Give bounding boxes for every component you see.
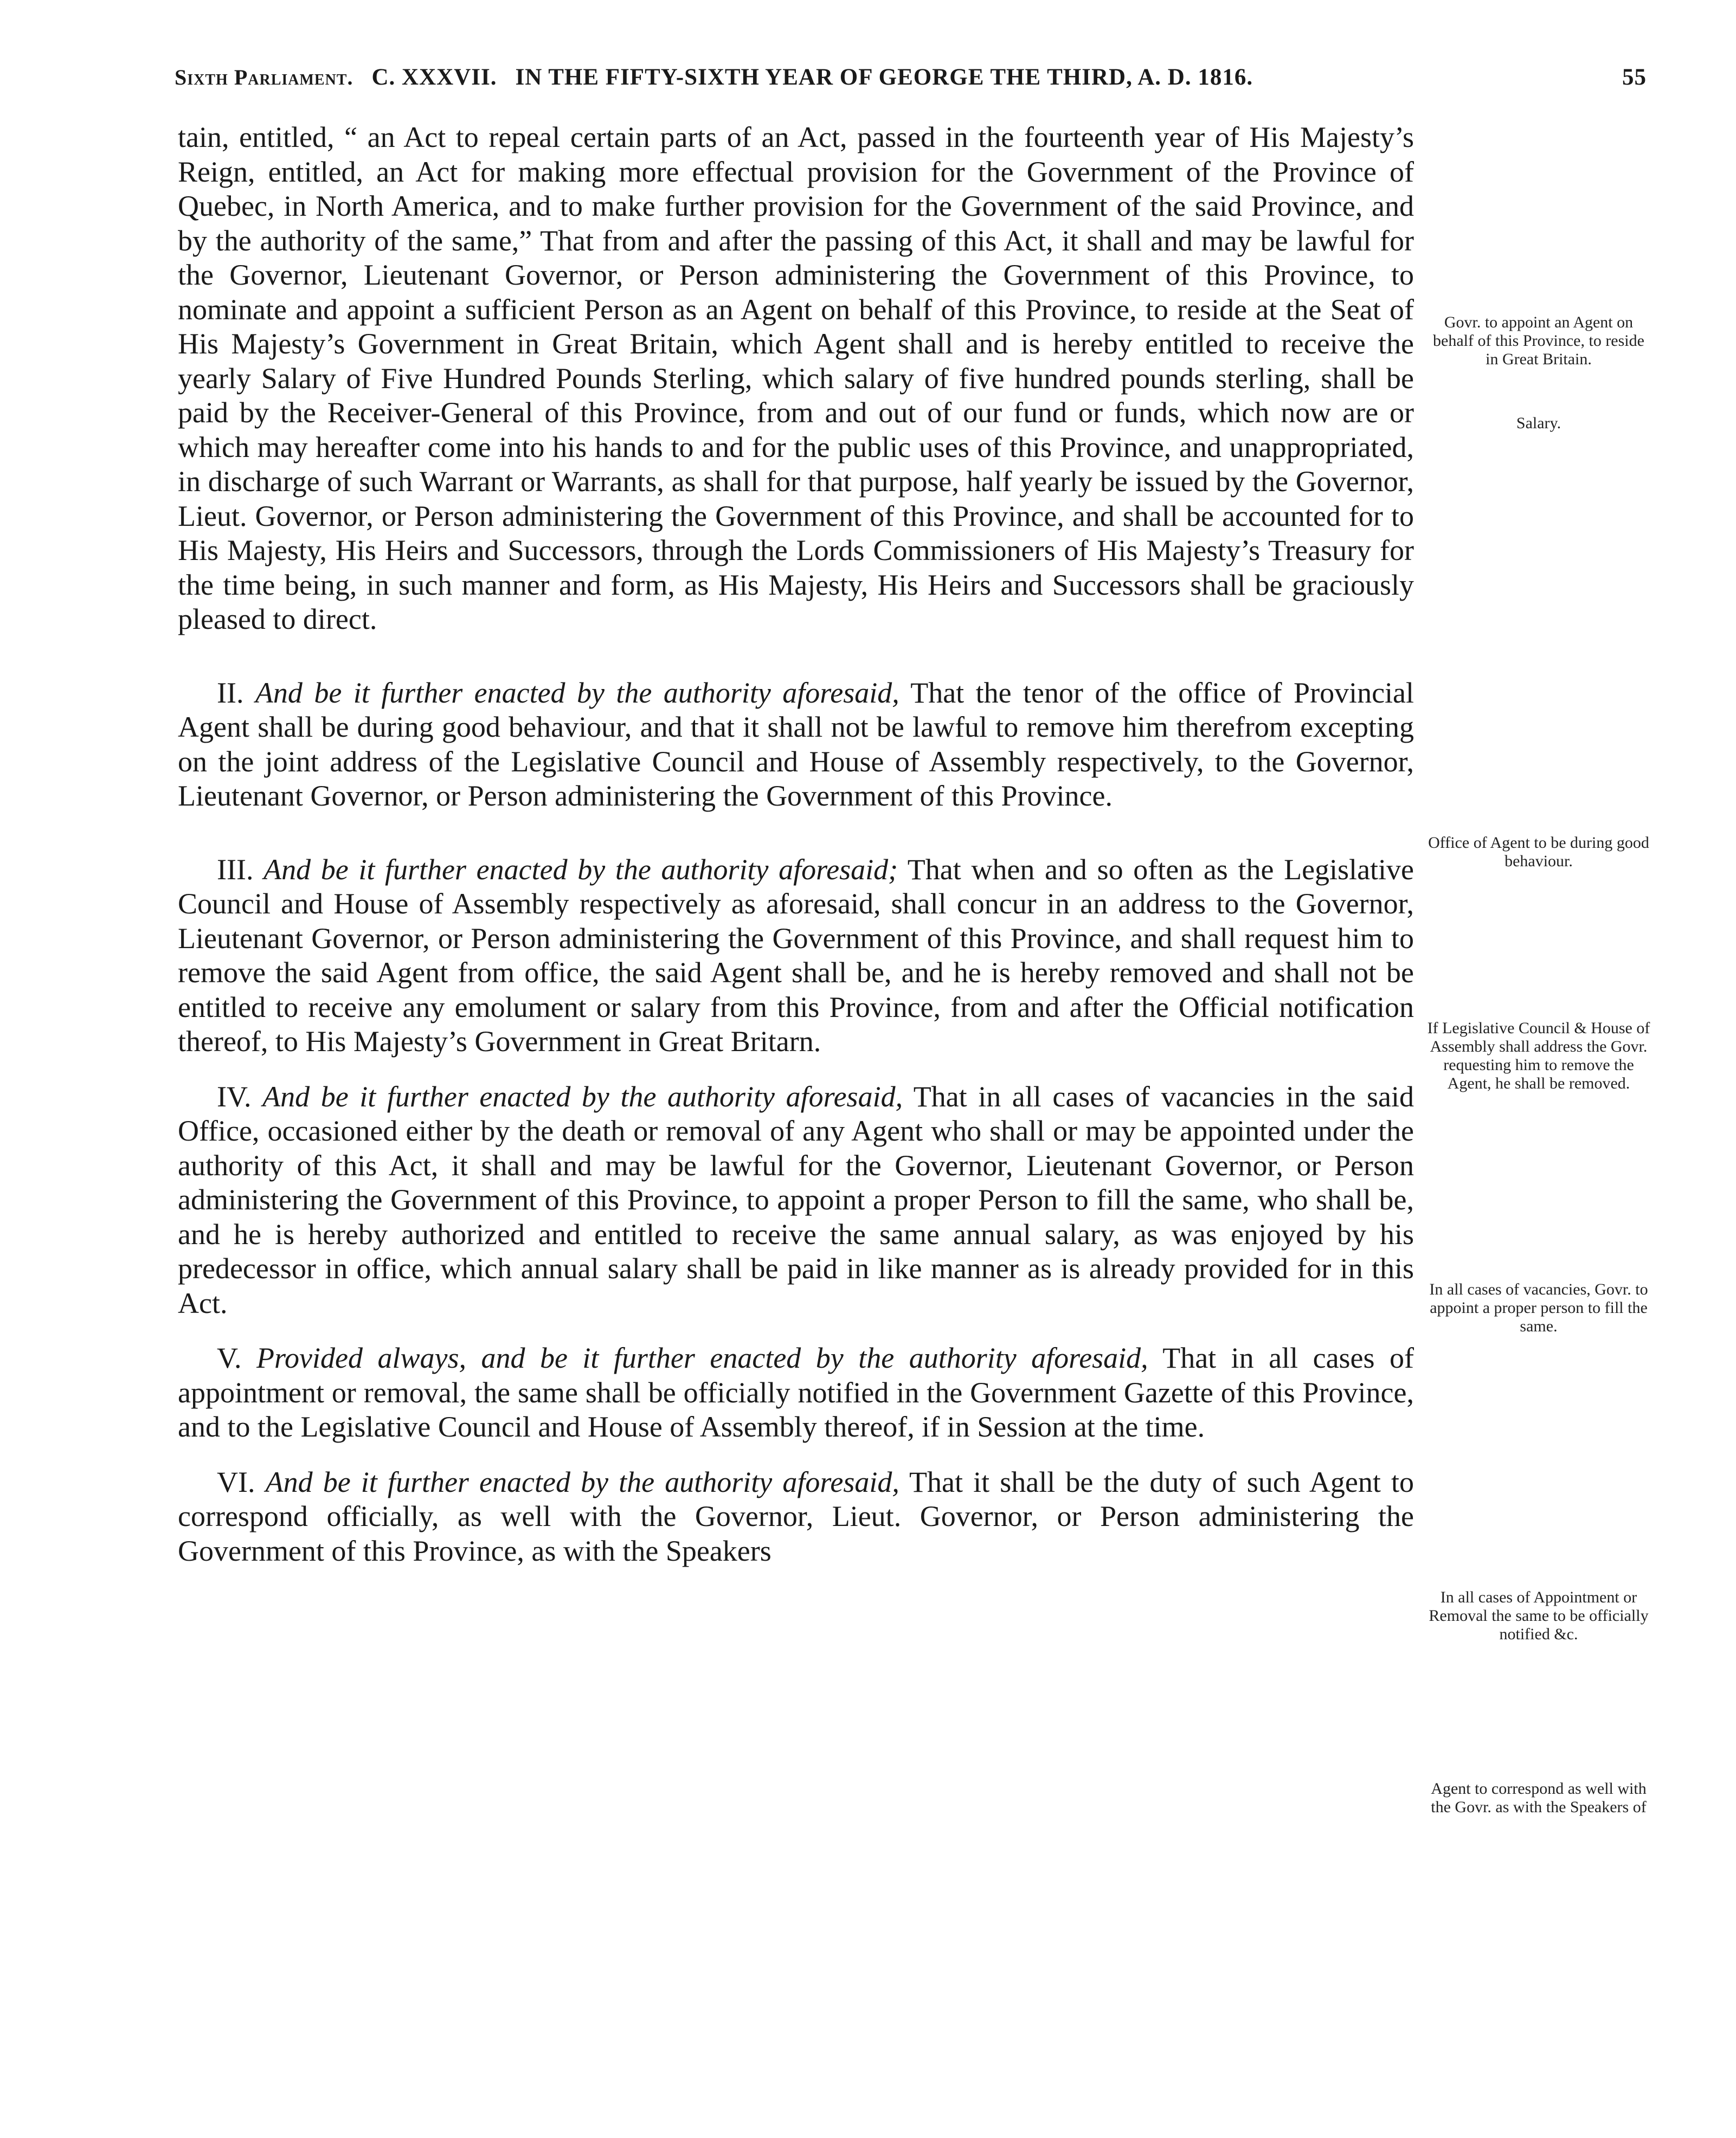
paragraph-text: tain, entitled, “ an Act to repeal certain parts of an Act, passed in the fourteenth year of His Majesty’s Reign, entitled, an Act for making more effectual provision for the Government of the Province of Quebec, in North America, and to make further provision for the Government of the said Province, and by the authority of the same,” That from and after the passing of this Act, it shall and may be lawful for the Governor, Lieutenant Governor, or Person administering the Government of this Province, to nominate and appoint a sufficient Person as an Agent on behalf of this Province, to reside at the Seat of His Majesty’s Government in Great Britain, which Agent shall and is hereby entitled to receive the yearly Salary of Five Hundred Pounds Sterling, which salary of five hundred pounds sterling, shall be paid by the Receiver-General of this Province, from and out of our fund or funds, which now are or which may hereafter come into his hands to and for the public uses of this Province, and unappropriated, in discharge of such Warrant or Warrants, as shall for that purpose, half yearly be issued by the Governor, Lieut. Governor, or Person administering the Government of this Province, and shall be accounted for to His Majesty, His Heirs and Successors, through the Lords Commissioners of His Majesty’s Treasury for the time being, in such manner and form, as His Majesty, His Heirs and Successors shall be graciously pleased to direct.	[178, 121, 1414, 635]
margin-note-agent-appointment: Govr. to appoint an Agent on behalf of this Province, to reside in Great Britain.	[1433, 313, 1644, 368]
section-6	[178, 1465, 1414, 1569]
section-number: III.	[217, 853, 254, 886]
enacting-clause: Provided always, and be it further enacted by the authority aforesaid,	[256, 1342, 1148, 1374]
enacting-clause: And be it further enacted by the authority aforesaid,	[265, 1465, 899, 1498]
section-3	[178, 853, 1414, 1059]
section-number: IV.	[217, 1080, 252, 1113]
paragraph-continuation	[178, 120, 1414, 637]
margin-note-notification: In all cases of Appointment or Removal the same to be officially notified &c.	[1429, 1588, 1649, 1643]
margin-note-good-behaviour: Office of Agent to be during good behaviour.	[1428, 834, 1649, 870]
margin-note-removal: If Legislative Council & House of Assembly shall address the Govr. requesting him to remove the Agent, he shall be removed.	[1427, 1019, 1650, 1092]
section-text: That in all cases of vacancies in the said Office, occasioned either by the death or removal of any Agent who shall or may be appointed under the authority of this Act, it shall and may be lawful for the Governor, Lieutenant Governor, or Person administering the Government of this Province, to appoint a proper Person to fill the same, who shall be, and he is hereby authorized and entitled to receive the same annual salary, as was enjoyed by his predecessor in office, which annual salary shall be paid in like manner as is already provided for in this Act.	[178, 1080, 1414, 1319]
section-2	[178, 676, 1414, 814]
section-number: V.	[217, 1342, 242, 1374]
section-text: That when and so often as the Legislative Council and House of Assembly respectively as aforesaid, shall concur in an address to the Governor, Lieutenant Governor, or Person administering the Government of this Province, and shall request him to remove the said Agent from office, the said Agent shall be, and he is hereby removed and shall not be entitled to receive any emolument or salary from this Province, from and after the Official notification thereof, to His Majesty’s Government in Great Britarn.	[178, 853, 1414, 1058]
page-number: 55	[1622, 65, 1647, 90]
margin-note-correspond: Agent to correspond as well with the Govr. as with the Speakers of	[1431, 1780, 1647, 1816]
section-text: That the tenor of the office of Provincial Agent shall be during good behaviour, and that it shall not be lawful to remove him therefrom excepting on the joint address of the Legislative Council and House of Assembly respectively, to the Governor, Lieutenant Governor, or Person administering the Government of this Province.	[178, 676, 1414, 812]
chapter-label: C. XXXVII.	[371, 65, 497, 90]
running-head	[175, 64, 1647, 91]
body-text	[178, 120, 1414, 1568]
margin-note-salary: Salary.	[1516, 414, 1561, 432]
section-number: VI.	[217, 1465, 255, 1498]
margin-note-vacancies: In all cases of vacancies, Govr. to appoint a proper person to fill the same.	[1429, 1280, 1648, 1335]
enacting-clause: And be it further enacted by the authority aforesaid;	[263, 853, 898, 886]
section-4	[178, 1080, 1414, 1321]
parliament-label: Sixth Parliament.	[175, 65, 353, 89]
enacting-clause: And be it further enacted by the authority aforesaid,	[255, 676, 899, 709]
section-text: That in all cases of appointment or removal, the same shall be officially notified in the Government Gazette of this Province, and to the Legislative Council and House of Assembly thereof, if in Session at the time.	[178, 1342, 1414, 1443]
header-title: IN THE FIFTY-SIXTH YEAR OF GEORGE THE THIRD, A. D. 1816.	[515, 65, 1253, 90]
section-text: That it shall be the duty of such Agent to correspond officially, as well with the Governor, Lieut. Governor, or Person administering the Government of this Province, as with the Speakers	[178, 1465, 1414, 1567]
section-5	[178, 1341, 1414, 1445]
enacting-clause: And be it further enacted by the authority aforesaid,	[262, 1080, 903, 1113]
section-number: II.	[217, 676, 244, 709]
